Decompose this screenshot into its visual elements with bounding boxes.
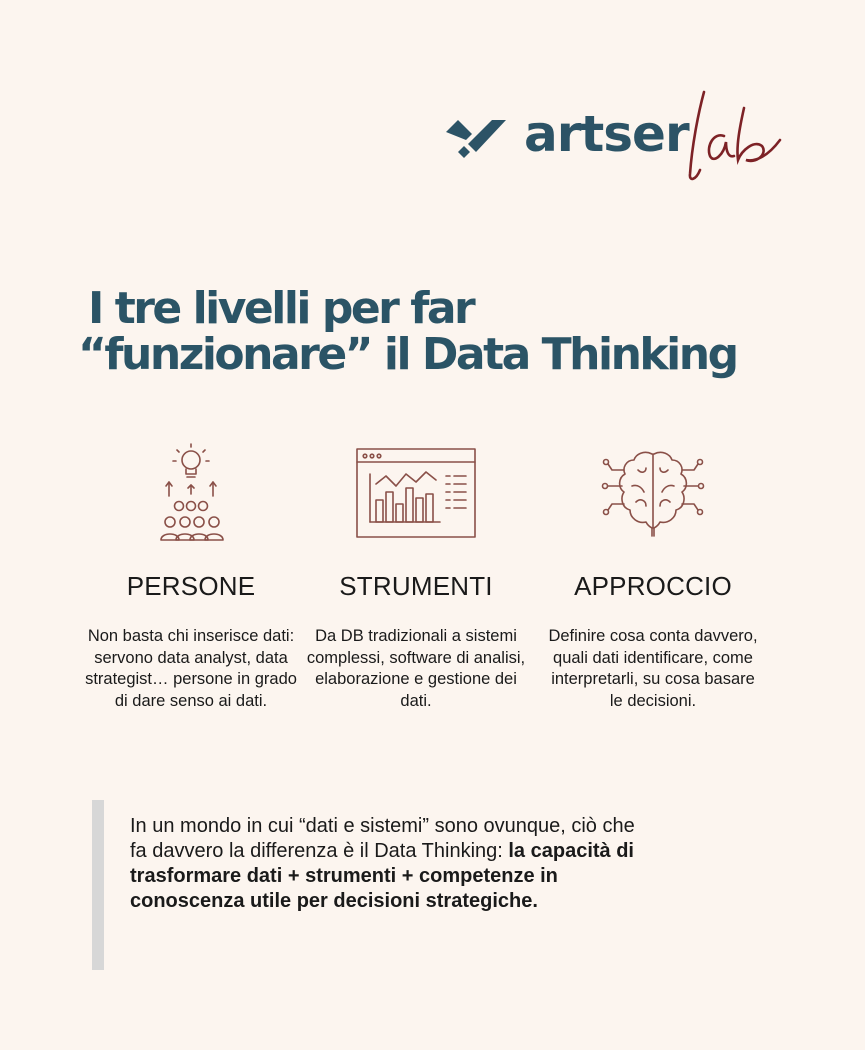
column-strumenti <box>306 440 526 712</box>
logo-script-lab <box>684 84 788 188</box>
column-text: Definire cosa conta davvero, quali dati identificare, come interpretarli, su cosa basare le decisioni. <box>548 627 758 710</box>
column-text: Da DB tradizionali a sistemi complessi, software di analisi, elaborazione e gestione dei dati. <box>306 627 526 710</box>
lab-script-icon <box>684 84 788 188</box>
logo-wordmark: artser <box>524 105 689 163</box>
brain-circuit-icon <box>598 440 708 544</box>
page-title-line-1: I tre livelli per far <box>88 283 474 334</box>
people-lightbulb-icon <box>139 440 243 544</box>
column-approccio <box>543 440 763 712</box>
column-heading: APPROCCIO <box>574 571 732 601</box>
quote-text: In un mondo in cui “dati e sistemi” sono ovunque, ciò che fa davvero la differenza è il Data Thinking: <box>130 815 635 862</box>
column-text: Non basta chi inserisce dati: servono data analyst, data strategist… persone in grado di dare senso ai dati. <box>85 627 297 710</box>
column-heading: STRUMENTI <box>339 571 493 601</box>
column-heading: PERSONE <box>126 571 256 601</box>
logo-mark-icon <box>446 114 510 164</box>
brand-logo <box>446 84 786 194</box>
page-title-line-2: “funzionare” il Data Thinking <box>78 329 737 380</box>
column-persone <box>81 440 301 712</box>
quote-accent-bar <box>92 800 104 970</box>
page-title <box>78 283 737 380</box>
dashboard-chart-icon <box>354 440 478 544</box>
closing-quote <box>130 814 650 914</box>
quote-emphasis: la capacità di trasformare dati + strumenti + competenze in conoscenza utile per decisioni strategiche. <box>130 840 634 912</box>
